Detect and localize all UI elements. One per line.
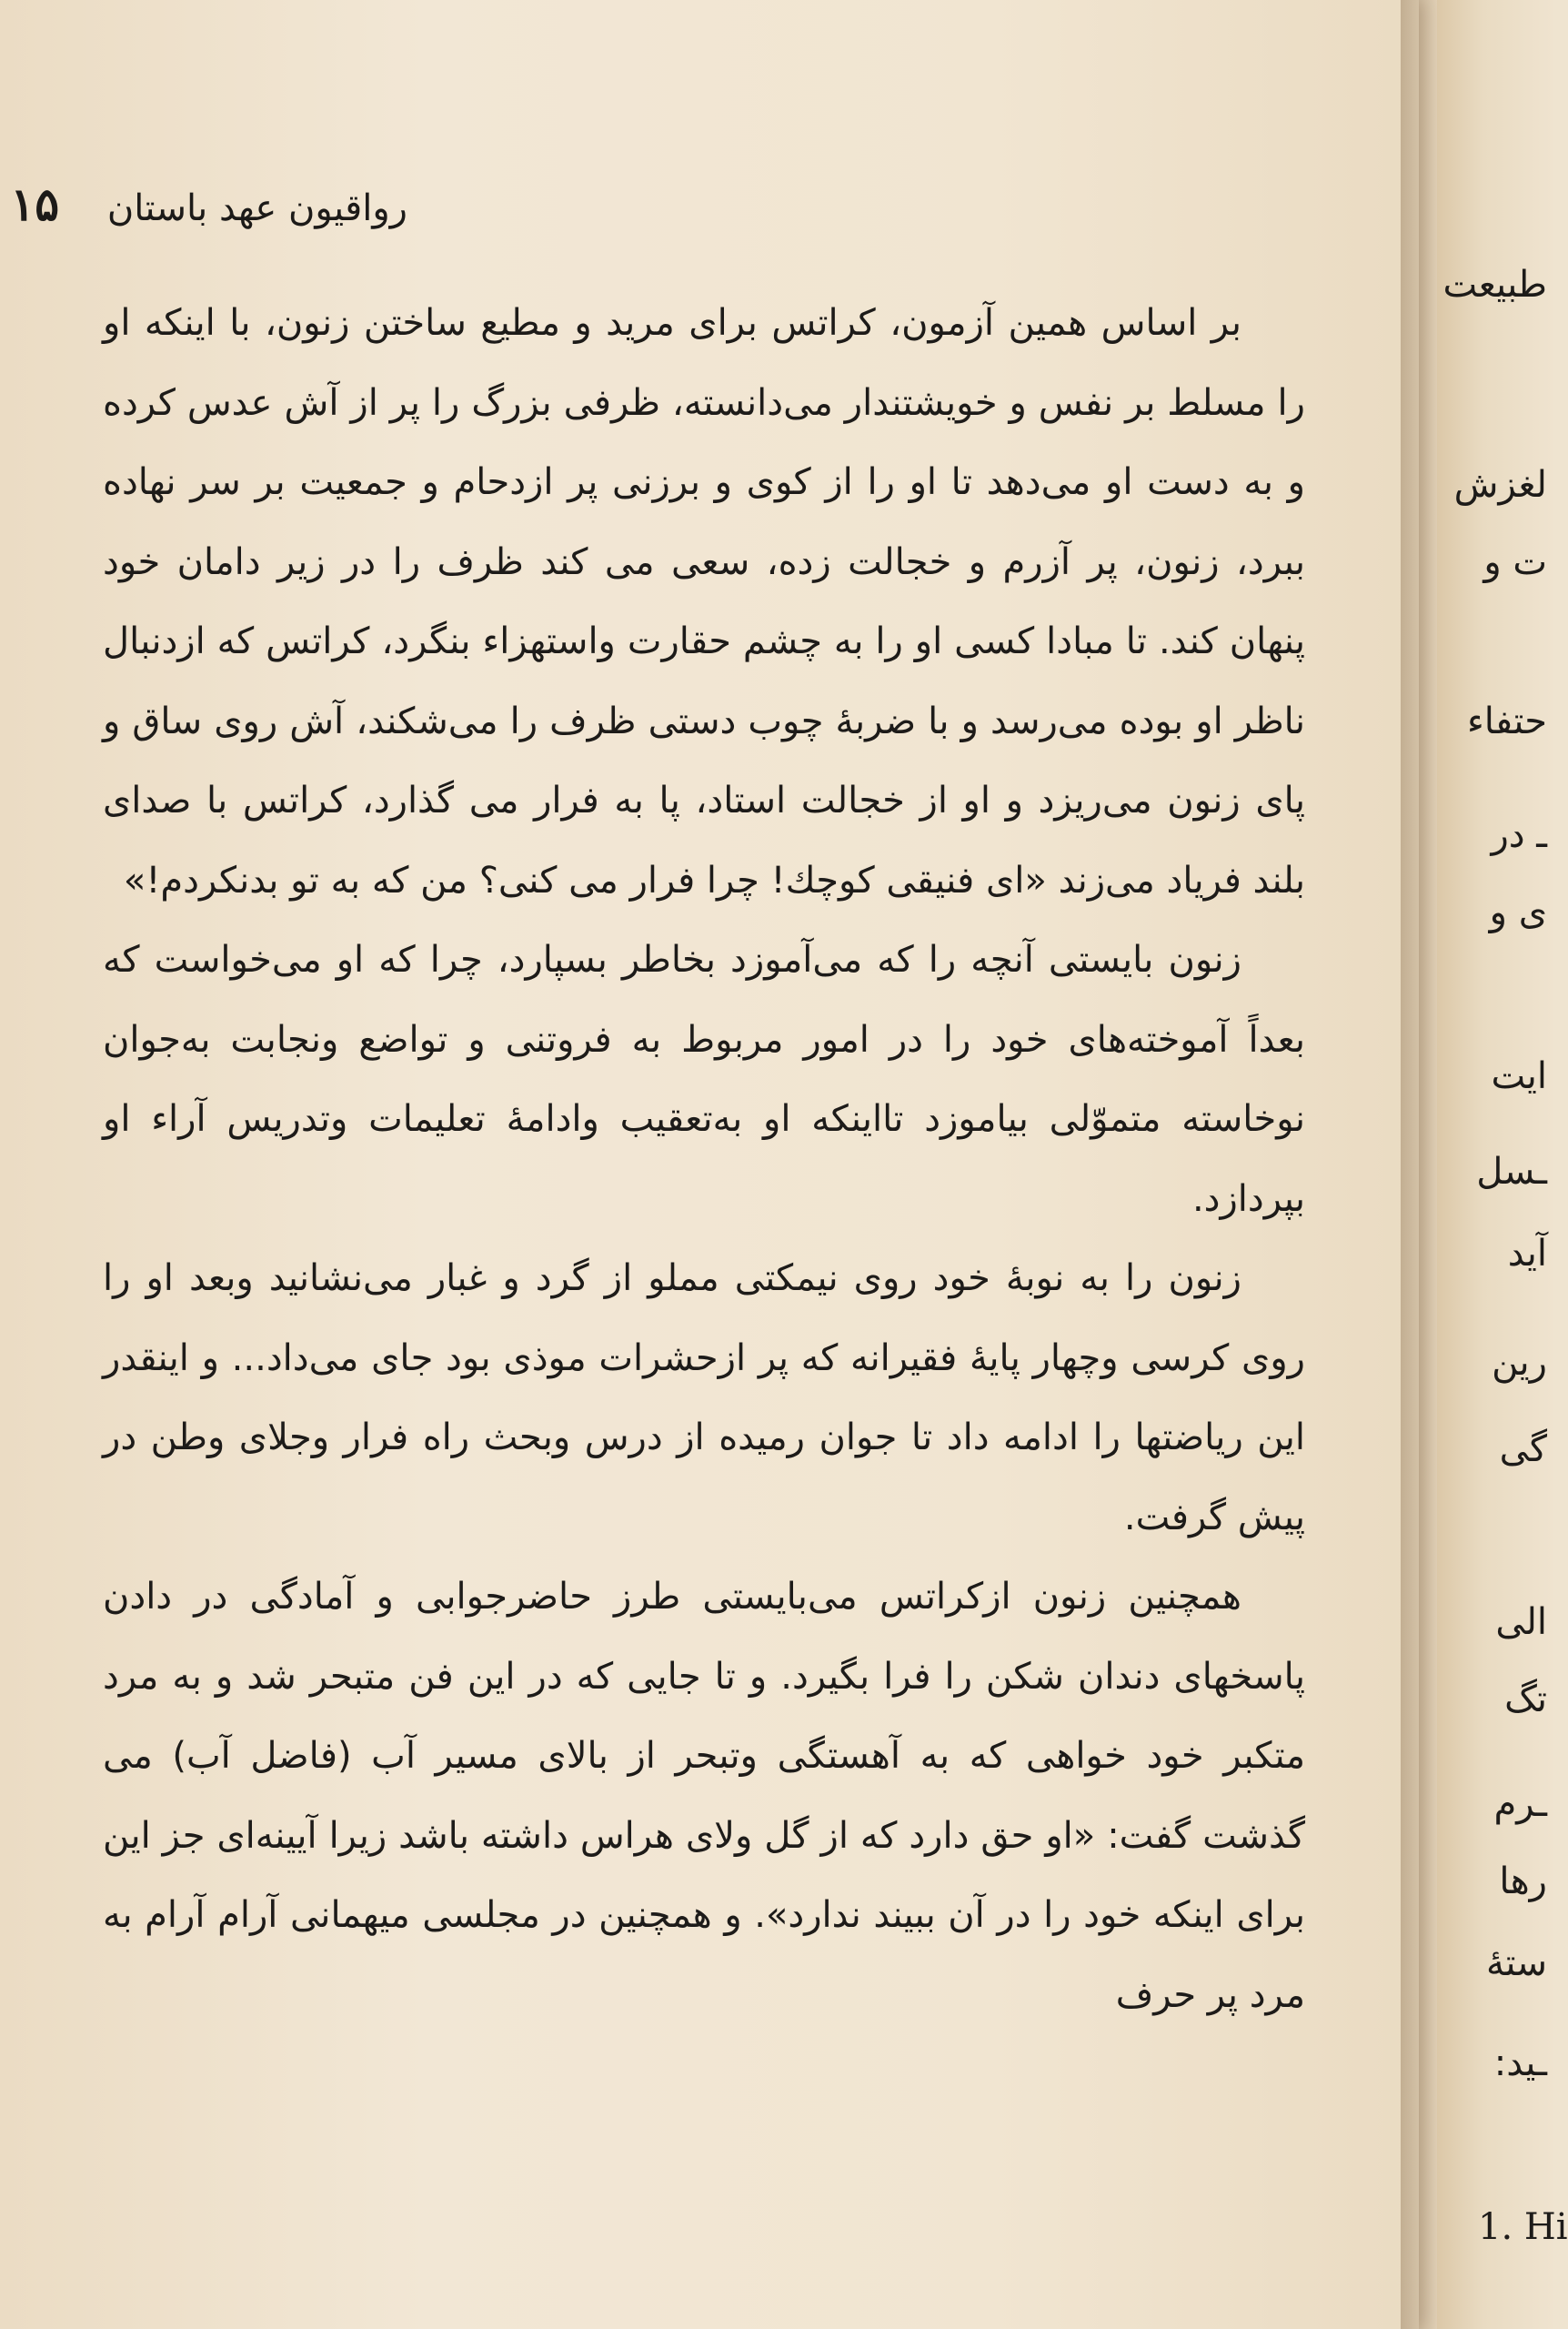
fragment-line: ستهٔ bbox=[1485, 1942, 1547, 1984]
fragment-line: گی bbox=[1499, 1428, 1547, 1470]
page-number: ۱۵ bbox=[10, 177, 60, 231]
fragment-line: الی bbox=[1495, 1601, 1547, 1643]
body-text bbox=[103, 284, 1305, 2035]
fragment-line: ی و bbox=[1489, 892, 1547, 933]
fragment-line: لغزش bbox=[1453, 464, 1547, 506]
paragraph-1: بر اساس همین آزمون، کراتس برای مرید و مطیع ساختن زنون، با اینکه او را مسلط بر نفس و خویشتندار می‌دانسته، ظرفی بزرگ را پر از آش عدس کرده و به دست او می‌دهد تا او را از کوی و برزنی پر ازدحام و جمعیت بر سر نهاده ببرد، زنون، پر آزرم و خجالت زده، سعی می کند ظرف را در زیر دامان خود پنهان کند. تا مبادا کسی او را به چشم حقارت واستهزاء بنگرد، کراتس که ازدنبال ناظر او بوده می‌رسد و با ضربهٔ چوب دستی ظرف را می‌شکند، آش روی ساق و پای زنون می‌ریزد و او از خجالت استاد، پا به فرار می گذارد، کراتس با صدای بلند فریاد می‌زند «ای فنیقی کوچك! چرا فرار می کنی؟ من که به تو بدنکردم!» bbox=[103, 302, 1305, 902]
fragment-line: ـرم bbox=[1493, 1783, 1547, 1825]
fragment-line: ـید: bbox=[1493, 2042, 1547, 2084]
fragment-line: طبیعت bbox=[1442, 264, 1547, 306]
fragment-line: ایت bbox=[1491, 1055, 1547, 1097]
running-head bbox=[10, 177, 407, 231]
adjacent-page-edge bbox=[1437, 0, 1553, 2329]
paragraph-3: زنون را به نوبهٔ خود روی نیمکتی مملو از گرد و غبار می‌نشانید وبعد او را روی کرسی وچهار پایهٔ فقیرانه که پر ازحشرات موذی بود جای می‌داد... و اینقدر این ریاضتها را ادامه داد تا جوان رمیده از درس وبحث راه فرار وجلای وطن در پیش گرفت. bbox=[103, 1257, 1305, 1538]
running-head-title: رواقیون عهد باستان bbox=[106, 187, 407, 229]
fragment-line: تگ bbox=[1504, 1679, 1547, 1720]
book-gutter bbox=[1401, 0, 1437, 2329]
fragment-line: ـ در bbox=[1491, 814, 1547, 856]
fragment-line: ت و bbox=[1483, 541, 1547, 583]
paragraph-2: زنون بایستی آنچه را که می‌آموزد بخاطر بسپارد، چرا که او می‌خواست که بعداً آموخته‌های خود را در امور مربوط به فروتنی و تواضع ونجابت به‌جوان نوخاسته متموّلی بیاموزد تااینکه او به‌تعقیب وادامهٔ تعلیمات وتدریس آراء او بپردازد. bbox=[103, 939, 1305, 1220]
adjacent-footnote-fragment: 1. Hi bbox=[1478, 2206, 1568, 2248]
fragment-line: آید bbox=[1507, 1233, 1547, 1275]
fragment-line: حتفاء bbox=[1466, 701, 1547, 742]
fragment-line: ـسل bbox=[1476, 1151, 1547, 1193]
fragment-line: رین bbox=[1492, 1342, 1547, 1384]
fragment-line: رها bbox=[1499, 1860, 1547, 1902]
paragraph-4: همچنین زنون ازکراتس می‌بایستی طرز حاضرجوابی و آمادگی در دادن پاسخهای دندان شکن را فرا بگیرد. و تا جایی که در این فن متبحر شد و به مرد متکبر خود خواهی که به آهستگی وتبحر از بالای مسیر آب (فاضل آب) می گذشت گفت: «او حق دارد که از گل ولای هراس داشته باشد زیرا آیینه‌ای جز این برای اینکه خود را در آن ببیند ندارد». و همچنین در مجلسی میهمانی آرام آرام به مرد پر حرف bbox=[103, 1576, 1305, 2016]
